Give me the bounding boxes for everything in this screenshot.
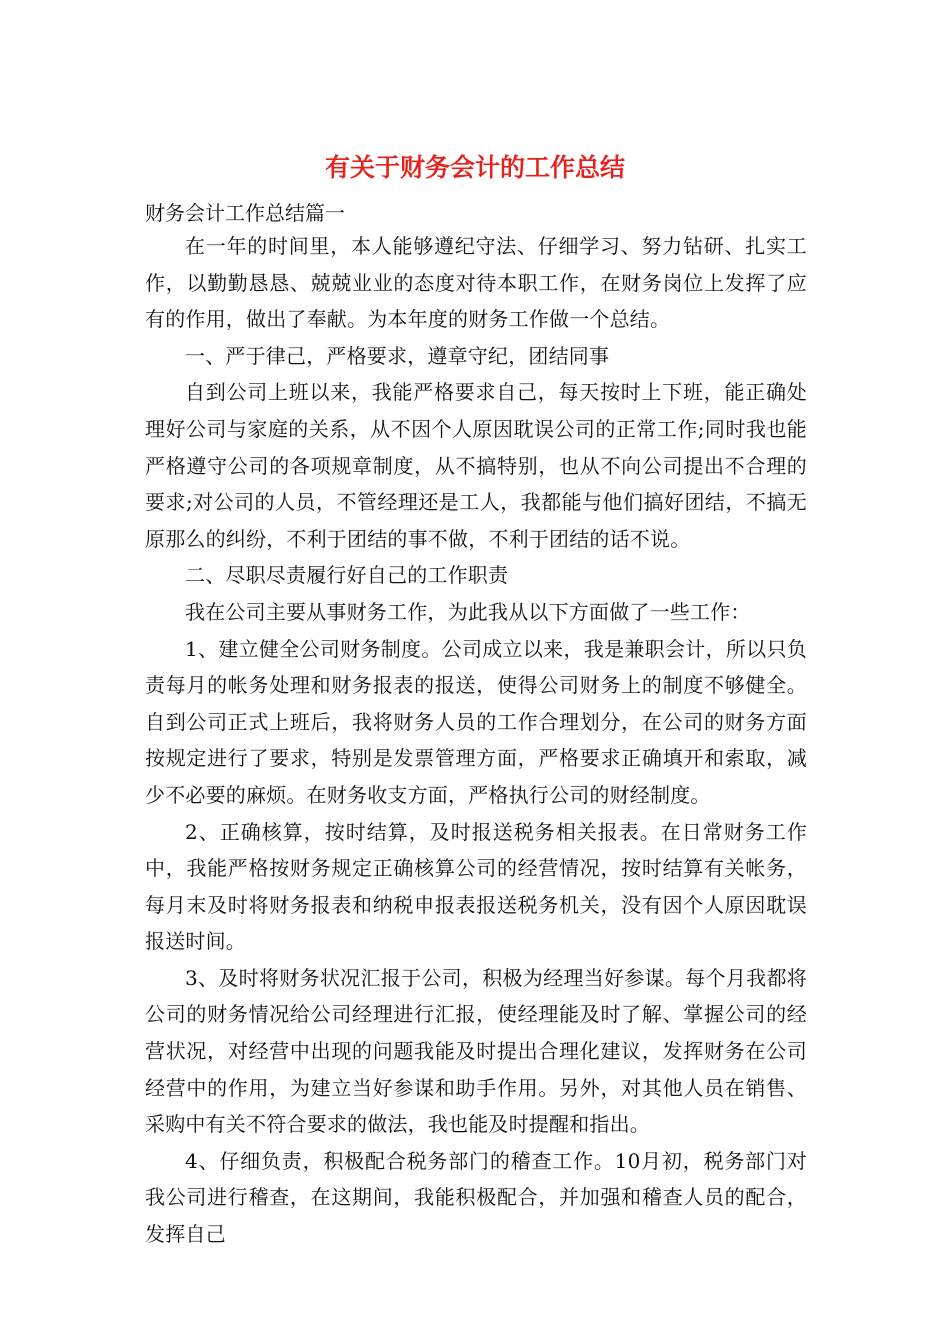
- document-title: 有关于财务会计的工作总结: [324, 153, 625, 182]
- paragraph-work-overview: 我在公司主要从事财务工作，为此我从以下方面做了一些工作：: [185, 599, 751, 624]
- paragraph-heading-2: 二、尽职尽责履行好自己的工作职责: [185, 563, 509, 588]
- paragraph-heading-1: 一、严于律己，严格要求，遵章守纪，团结同事: [185, 343, 610, 368]
- paragraph-item-1: 1、建立健全公司财务制度。公司成立以来，我是兼职会计，所以只负责每月的帐务处理和财务报表的报送，使得公司财务上的制度不够健全。自到公司正式上班后，我将财务人员的工作合理划分，在公司的财务方面按规定进行了要求，特别是发票管理方面，严格要求正确填开和索取，减少不必要的麻烦。在财务收支方面，严格执行公司的财经制度。: [145, 636, 807, 807]
- paragraph-item-4: 4、仔细负责，积极配合税务部门的稽查工作。10月初，税务部门对我公司进行稽查，在这期间，我能积极配合，并加强和稽查人员的配合，发挥自己: [145, 1148, 807, 1247]
- section-heading: 财务会计工作总结篇一: [145, 201, 345, 225]
- paragraph-item-3: 3、及时将财务状况汇报于公司，积极为经理当好参谋。每个月我都将公司的财务情况给公司经理进行汇报，使经理能及时了解、掌握公司的经营状况，对经营中出现的问题我能及时提出合理化建议，发挥财务在公司经营中的作用，为建立当好参谋和助手作用。另外，对其他人员在销售、采购中有关不符合要求的做法，我也能及时提醒和指出。: [145, 965, 807, 1137]
- paragraph-intro: 在一年的时间里，本人能够遵纪守法、仔细学习、努力钻研、扎实工作，以勤勤恳恳、兢兢业业的态度对待本职工作，在财务岗位上发挥了应有的作用，做出了奉献。为本年度的财务工作做一个总结。: [145, 234, 807, 332]
- document-body: [145, 228, 807, 1253]
- paragraph-discipline: 自到公司上班以来，我能严格要求自己，每天按时上下班，能正确处理好公司与家庭的关系，从不因个人原因耽误公司的正常工作;同时我也能严格遵守公司的各项规章制度，从不搞特别，也从不向公司提出不合理的要求;对公司的人员，不管经理还是工人，我都能与他们搞好团结，不搞无原那么的纠纷，不利于团结的事不做，不利于团结的话不说。: [145, 380, 807, 551]
- paragraph-item-2: 2、正确核算，按时结算，及时报送税务相关报表。在日常财务工作中，我能严格按财务规定正确核算公司的经营情况，按时结算有关帐务，每月末及时将财务报表和纳税申报表报送税务机关，没有因个人原因耽误报送时间。: [145, 819, 807, 954]
